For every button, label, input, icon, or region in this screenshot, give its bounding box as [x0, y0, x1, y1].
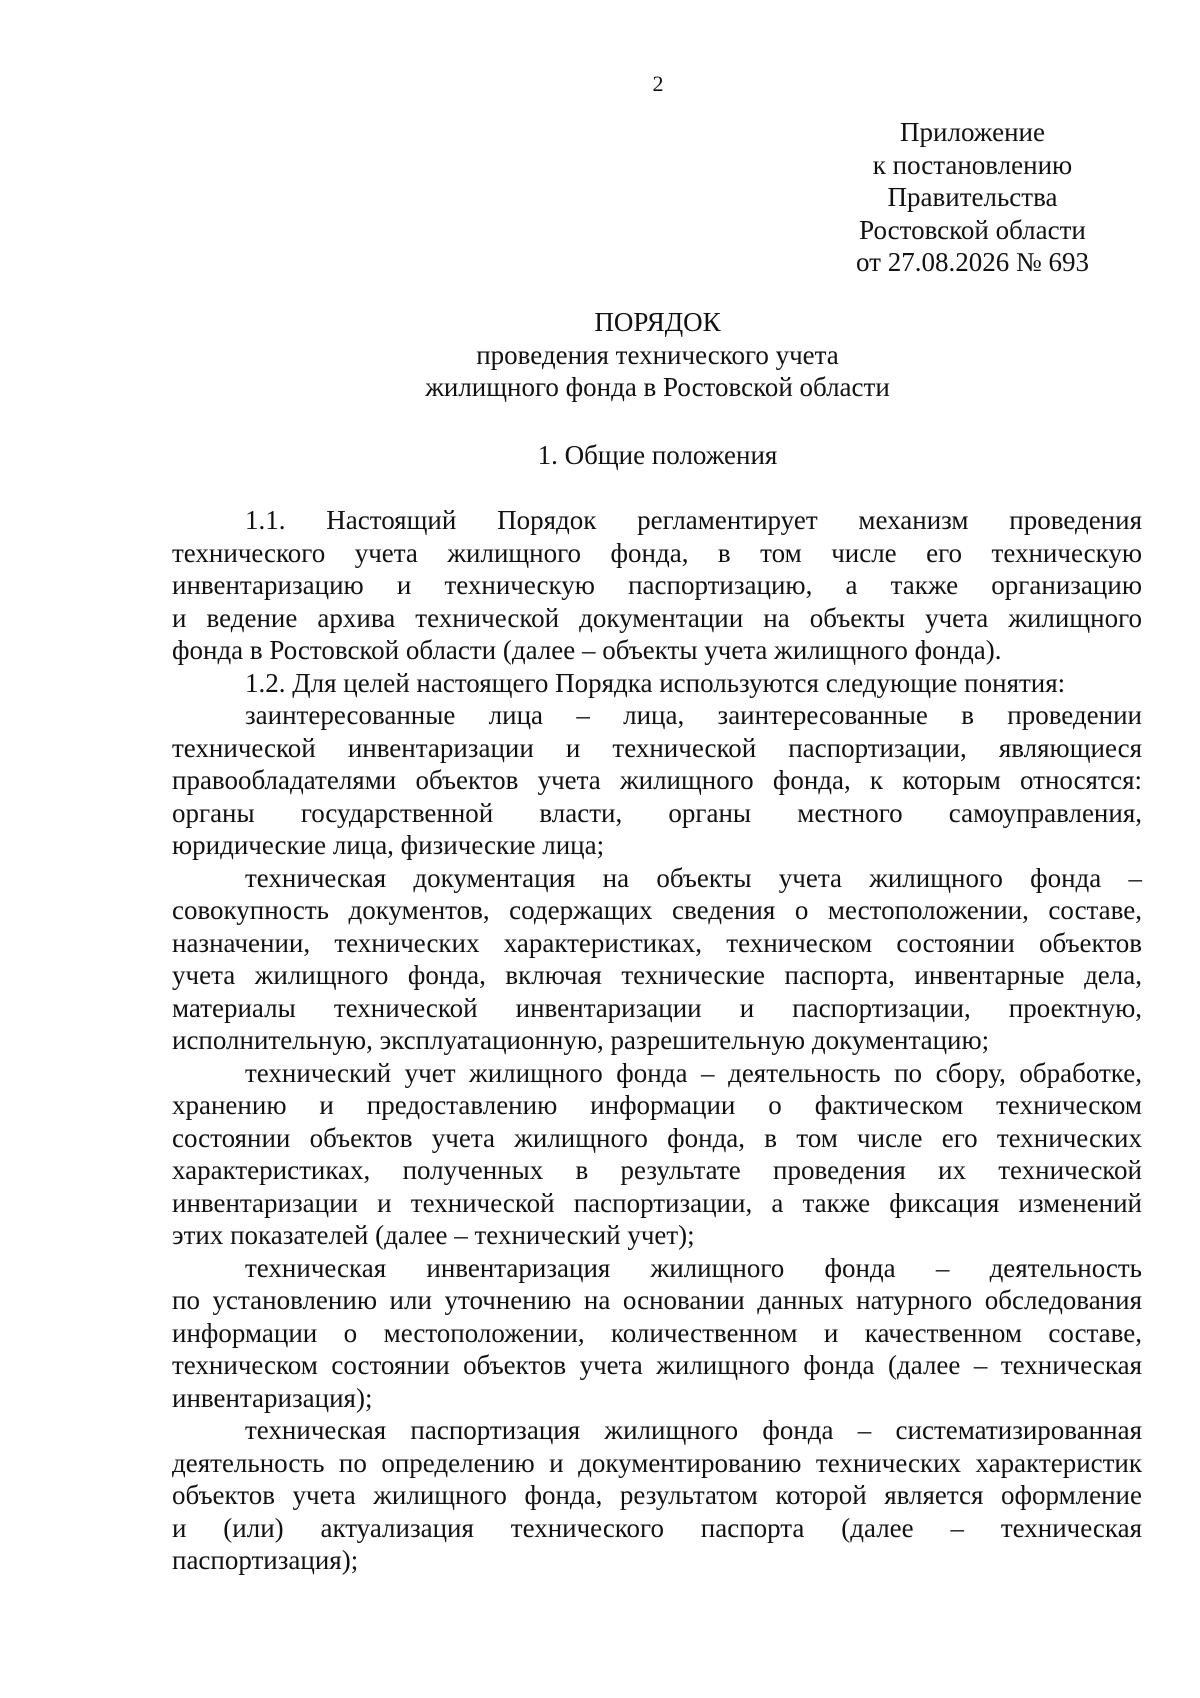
section-heading: 1. Общие положения — [537, 440, 778, 470]
title-subtitle-line: проведения технического учета — [476, 339, 839, 370]
paragraph-line: технический учет жилищного фонда – деятельность по сбору, обработке, — [245, 1057, 1142, 1088]
annex-block — [820, 116, 1125, 279]
paragraph — [172, 504, 1142, 667]
paragraph-line: этих показателей (далее – технический учет); — [172, 1220, 695, 1250]
title-subtitle-line: жилищного фонда в Ростовской области — [425, 372, 890, 402]
paragraph-line: информации о местоположении, количественном и качественном составе, — [172, 1317, 1142, 1348]
paragraph-line: техническая инвентаризация жилищного фонда – деятельность — [245, 1252, 1142, 1283]
paragraph-line: техническая паспортизация жилищного фонда – систематизированная — [245, 1415, 1142, 1445]
paragraph-line: и (или) актуализация технического паспорта (далее – техническая — [172, 1512, 1142, 1543]
paragraph-line: инвентаризацию и техническую паспортизацию, а также организацию — [172, 570, 1142, 600]
paragraph-line: по установлению или уточнению на основании данных натурного обследования — [172, 1285, 1142, 1315]
paragraph-line: юридические лица, физические лица; — [172, 830, 605, 860]
paragraph-line: назначении, технических характеристиках, техническом состоянии объектов — [172, 927, 1142, 958]
paragraph — [172, 667, 1142, 700]
paragraph-line: техническом состоянии объектов учета жилищного фонда (далее – техническая — [172, 1350, 1142, 1380]
annex-line: к постановлению — [872, 149, 1073, 180]
paragraph-line: характеристиках, полученных в результате проведения их технической — [172, 1155, 1142, 1185]
paragraph-line: правообладателями объектов учета жилищного фонда, к которым относятся: — [172, 765, 1142, 795]
paragraph-line: 1.1. Настоящий Порядок регламентирует механизм проведения — [245, 505, 1142, 535]
paragraph-line: объектов учета жилищного фонда, результатом которой является оформление — [172, 1480, 1142, 1510]
paragraph-line: исполнительную, эксплуатационную, разрешительную документацию; — [172, 1025, 990, 1055]
paragraph — [172, 1252, 1142, 1415]
page-number: 2 — [652, 71, 664, 96]
paragraph-line: 1.2. Для целей настоящего Порядка используются следующие понятия: — [245, 667, 1066, 698]
paragraph-line: учета жилищного фонда, включая технические паспорта, инвентарные дела, — [172, 960, 1142, 990]
title-main: ПОРЯДОК — [594, 307, 721, 337]
paragraph — [172, 1057, 1142, 1252]
paragraph-line: технического учета жилищного фонда, в том числе его техническую — [172, 537, 1142, 568]
annex-line: от 27.08.2026 № 693 — [856, 247, 1089, 277]
annex-line: Ростовской области — [859, 214, 1086, 245]
body-text — [172, 504, 1142, 1577]
paragraph — [172, 1414, 1142, 1577]
paragraph-line: инвентаризация); — [172, 1382, 373, 1413]
paragraph-line: паспортизация); — [172, 1545, 359, 1575]
paragraph-line: техническая документация на объекты учета жилищного фонда – — [245, 862, 1142, 893]
document-title — [170, 306, 1145, 404]
paragraph-line: состоянии объектов учета жилищного фонда, в том числе его технических — [172, 1122, 1142, 1153]
paragraph-line: заинтересованные лица – лица, заинтересованные в проведении — [245, 700, 1142, 730]
paragraph-line: материалы технической инвентаризации и паспортизации, проектную, — [172, 992, 1142, 1023]
paragraph-line: фонда в Ростовской области (далее – объекты учета жилищного фонда). — [172, 635, 1002, 665]
annex-line: Правительства — [887, 182, 1058, 212]
paragraph-line: органы государственной власти, органы местного самоуправления, — [172, 797, 1142, 828]
paragraph-line: технической инвентаризации и технической паспортизации, являющиеся — [172, 732, 1142, 763]
paragraph-line: хранению и предоставлению информации о фактическом техническом — [172, 1090, 1142, 1120]
paragraph — [172, 699, 1142, 862]
paragraph-line: совокупность документов, содержащих сведения о местоположении, составе, — [172, 895, 1142, 925]
paragraph-line: инвентаризации и технической паспортизации, а также фиксация изменений — [172, 1187, 1142, 1218]
paragraph-line: деятельность по определению и документированию технических характеристик — [172, 1447, 1142, 1478]
paragraph — [172, 862, 1142, 1057]
annex-line: Приложение — [900, 117, 1045, 147]
paragraph-line: и ведение архива технической документации на объекты учета жилищного — [172, 602, 1142, 633]
